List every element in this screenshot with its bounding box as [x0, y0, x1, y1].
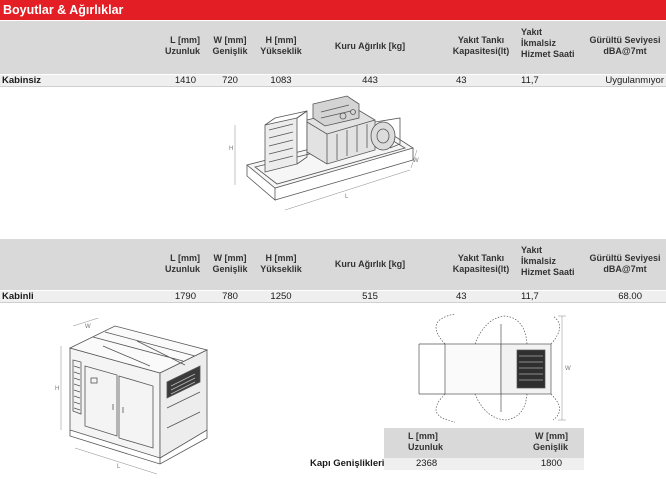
cell-width: 780 [222, 291, 238, 302]
cell-noise: Uygulanmıyor [605, 75, 664, 86]
cell-tank: 43 [456, 75, 467, 86]
door-length-value: 2368 [416, 458, 438, 469]
header-height: H [mm] Yükseklik [260, 253, 302, 274]
canopy-generator-drawing [45, 318, 220, 476]
page-title: Boyutlar & Ağırlıklar [0, 0, 666, 20]
row-label: Kabinsiz [2, 75, 42, 86]
door-header-width: W [mm] Genişlik [532, 431, 568, 452]
cell-width: 720 [222, 75, 238, 86]
header-runtime: Yakıt İkmalsiz Hizmet Saati [521, 245, 575, 277]
dim-label-w: W [85, 324, 91, 330]
header-length: L [mm] Uzunluk [165, 35, 200, 56]
header-width: W [mm] Genişlik [212, 35, 248, 56]
header-weight: Kuru Ağırlık [kg] [334, 259, 406, 269]
door-table-row [384, 458, 584, 470]
header-tank: Yakıt Tankı Kapasitesi(lt) [452, 35, 510, 56]
header-runtime: Yakıt İkmalsiz Hizmet Saati [521, 27, 575, 59]
dim-label-l: L [117, 464, 121, 470]
dim-label-w: W [565, 366, 571, 372]
door-clearance-drawing [415, 312, 575, 424]
table-row [0, 291, 666, 303]
door-widths-label: Kapı Genişlikleri [310, 458, 385, 469]
cell-weight: 443 [362, 75, 378, 86]
header-noise: Gürültü Seviyesi dBA@7mt [589, 35, 661, 56]
door-width-value: 1800 [540, 458, 562, 469]
spec-table-header-canopy [0, 239, 666, 290]
spec-table-header-open [0, 21, 666, 74]
cell-noise: 68.00 [618, 291, 642, 302]
row-label: Kabinli [2, 291, 34, 302]
dim-label-l: L [345, 194, 349, 200]
door-header-length: L [mm] Uzunluk [408, 431, 443, 452]
cell-height: 1083 [270, 75, 292, 86]
header-weight: Kuru Ağırlık [kg] [334, 41, 406, 51]
header-tank: Yakıt Tankı Kapasitesi(lt) [452, 253, 510, 274]
dim-label-h: H [229, 146, 234, 152]
cell-tank: 43 [456, 291, 467, 302]
cell-runtime: 11,7 [521, 75, 539, 86]
header-width: W [mm] Genişlik [212, 253, 248, 274]
door-table-header [384, 428, 584, 458]
cell-length: 1790 [174, 291, 196, 302]
cell-height: 1250 [270, 291, 292, 302]
cell-length: 1410 [174, 75, 196, 86]
header-height: H [mm] Yükseklik [260, 35, 302, 56]
dim-label-h: H [55, 386, 60, 392]
header-length: L [mm] Uzunluk [165, 253, 200, 274]
dim-label-w: W [413, 158, 419, 164]
header-noise: Gürültü Seviyesi dBA@7mt [589, 253, 661, 274]
table-row [0, 75, 666, 87]
open-generator-drawing [225, 90, 420, 225]
cell-runtime: 11,7 [521, 291, 539, 302]
cell-weight: 515 [362, 291, 378, 302]
